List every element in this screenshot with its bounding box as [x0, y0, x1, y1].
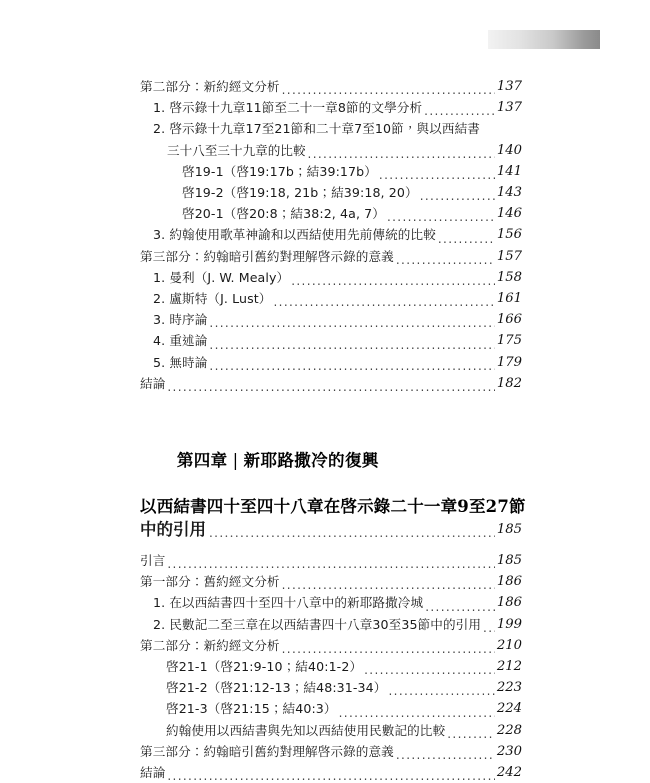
- dot-leader: [396, 749, 495, 761]
- toc-entry-page-number: 210: [496, 637, 522, 653]
- running-header: [0, 30, 650, 52]
- toc-entry-label: 4. 重述論: [153, 333, 208, 349]
- toc-entry-page-number: 146: [496, 206, 522, 222]
- toc-entry-page-number: 161: [496, 291, 522, 307]
- toc-entry[interactable]: [153, 352, 522, 373]
- toc-entry-page-number: 186: [496, 595, 522, 611]
- toc-entry-label: 第二部分：新約經文分析: [140, 79, 280, 94]
- toc-entry-page-number: 179: [496, 354, 522, 370]
- toc-entry-label: 1. 曼利（J. W. Mealy）: [153, 269, 290, 285]
- toc-entry-page-number: 230: [496, 743, 522, 759]
- toc-entry-label: 第二部分：新約經文分析: [140, 637, 280, 653]
- toc-entry[interactable]: [182, 161, 522, 182]
- chapter-subtitle-line-2[interactable]: [140, 518, 522, 541]
- toc-entry-label: 1. 啓示錄十九章11節至二十一章8節的文學分析: [153, 100, 423, 116]
- toc-entry-page-number: 137: [496, 100, 522, 116]
- dot-leader: [425, 601, 495, 613]
- toc-entry-label: 啓21-3（啓21:15；結40:3）: [166, 701, 337, 717]
- toc-entry-continuation[interactable]: [167, 140, 522, 161]
- toc-entry[interactable]: [153, 288, 522, 309]
- dot-leader: [167, 558, 495, 570]
- toc-entry-label: 5. 無時論: [153, 354, 208, 370]
- toc-entry-page-number: 228: [496, 722, 522, 738]
- toc-entry-label: 第一部分：舊約經文分析: [140, 574, 280, 590]
- chapter-spacer: [140, 541, 522, 550]
- toc-entry-page-number: 242: [496, 765, 522, 781]
- dot-leader: [167, 770, 495, 782]
- toc-entry[interactable]: [182, 203, 522, 224]
- dot-leader: [167, 381, 495, 393]
- dot-leader: [282, 579, 495, 591]
- toc-entry-label: 引言: [140, 553, 166, 569]
- section-spacer: [140, 394, 522, 424]
- toc-entry-page-number: 199: [496, 616, 522, 632]
- toc-entry-label: 第三部分：約翰暗引舊約對理解啓示錄的意義: [140, 248, 394, 264]
- toc-entry[interactable]: [182, 182, 522, 203]
- toc-entry-label: 約翰使用以西結書與先知以西結使用民數記的比較: [166, 722, 446, 738]
- toc-entry[interactable]: [153, 592, 522, 613]
- toc-entry-page-number: 140: [496, 142, 522, 158]
- toc-entry-page-number: 156: [496, 227, 522, 243]
- toc-entry-label: 2. 民數記二至三章在以西結書四十八章30至35節中的引用: [153, 616, 482, 632]
- toc-entry-page-number: 166: [496, 312, 522, 328]
- toc-entry[interactable]: [153, 330, 522, 351]
- chapter-number: 第四章: [176, 451, 228, 471]
- toc-entry-label: 2. 盧斯特（J. Lust）: [153, 291, 272, 307]
- toc-entry[interactable]: [140, 76, 522, 97]
- toc-entry-label: 啓21-1（啓21:9-10；結40:1-2）: [166, 659, 363, 675]
- chapter-title-text: 新耶路撒冷的復興: [243, 451, 379, 471]
- toc-entry-page-number: 186: [496, 574, 522, 590]
- toc-entry-page-number: 158: [496, 269, 522, 285]
- table-of-contents: [140, 76, 526, 783]
- toc-entry[interactable]: [153, 614, 522, 635]
- dot-leader: [364, 664, 495, 676]
- dot-leader: [308, 148, 495, 160]
- toc-entry-label: 第三部分：約翰暗引舊約對理解啓示錄的意義: [140, 743, 394, 759]
- toc-entry-label: 啓20-1（啓20:8；結38:2, 4a, 7）: [182, 206, 385, 222]
- dot-leader: [420, 190, 495, 202]
- toc-entry-label: 3. 時序論: [153, 312, 208, 328]
- toc-entry-label: 3. 約翰使用歌革神諭和以西結使用先前傳統的比較: [153, 227, 436, 243]
- toc-entry-page-number: 141: [496, 163, 522, 179]
- toc-entry-page-number: 185: [496, 553, 522, 569]
- toc-entry[interactable]: [140, 246, 522, 267]
- dot-leader: [447, 728, 495, 740]
- toc-entry[interactable]: [166, 656, 522, 677]
- dot-leader: [209, 527, 495, 539]
- dot-leader: [273, 296, 495, 308]
- dot-leader: [396, 254, 495, 266]
- dot-leader: [424, 105, 495, 117]
- toc-entry-page-number: 143: [496, 185, 522, 201]
- toc-entry-page-number: 212: [496, 659, 522, 675]
- dot-leader: [282, 643, 495, 655]
- toc-entry[interactable]: [166, 720, 522, 741]
- toc-entry-page-number: 175: [496, 333, 522, 349]
- toc-entry-label: 2. 啓示錄十九章17至21節和二十章7至10節，與以西結書: [153, 121, 480, 137]
- toc-entry[interactable]: [140, 741, 522, 762]
- chapter-title-line: [140, 426, 522, 495]
- dot-leader: [209, 360, 495, 372]
- toc-entry-label: 啓19-1（啓19:17b；結39:17b）: [182, 163, 377, 179]
- toc-entry[interactable]: [166, 677, 522, 698]
- toc-entry[interactable]: [140, 635, 522, 656]
- dot-leader: [209, 317, 495, 329]
- dot-leader: [209, 339, 495, 351]
- dot-leader: [339, 707, 495, 719]
- dot-leader: [379, 169, 495, 181]
- toc-entry-label: 結論: [140, 765, 166, 781]
- dot-leader: [388, 685, 495, 697]
- dot-leader: [387, 211, 495, 223]
- toc-entry-label: 啓19-2（啓19:18, 21b；結39:18, 20）: [182, 185, 418, 201]
- chapter-subtitle-line-2-text: 中的引用: [140, 520, 206, 540]
- toc-entry-page-number: 157: [496, 248, 522, 264]
- toc-entry[interactable]: [140, 550, 522, 571]
- toc-entry-label: 1. 在以西結書四十至四十八章中的新耶路撒冷城: [153, 595, 424, 611]
- toc-entry[interactable]: [153, 267, 522, 288]
- chapter-four-heading-block: [140, 426, 526, 541]
- toc-entry[interactable]: [153, 309, 522, 330]
- toc-entry[interactable]: [166, 698, 522, 719]
- toc-entry-page-number: 137: [496, 79, 522, 94]
- chapter-separator: |: [232, 451, 239, 471]
- toc-entry[interactable]: [153, 97, 522, 118]
- toc-entry-label-continued: 三十八至三十九章的比較: [167, 142, 306, 158]
- toc-entry[interactable]: [140, 762, 522, 783]
- chapter-subtitle-line-1[interactable]: 以西結書四十至四十八章在啓示錄二十一章9至27節: [140, 497, 526, 517]
- toc-entry-page-number: 182: [496, 375, 522, 391]
- toc-group-chapter-four-entries: [140, 550, 522, 783]
- toc-entry-page-number: 224: [496, 701, 522, 717]
- toc-entry[interactable]: [153, 118, 522, 139]
- dot-leader: [282, 84, 495, 96]
- chapter-subtitle-page-number: 185: [496, 522, 522, 538]
- toc-entry[interactable]: [153, 224, 522, 245]
- toc-entry-label: 結論: [140, 375, 166, 391]
- toc-entry-page-number: 223: [496, 680, 522, 696]
- toc-entry[interactable]: [140, 571, 522, 592]
- toc-group-part-two-three: [140, 76, 522, 394]
- dot-leader: [438, 233, 495, 245]
- dot-leader: [483, 622, 495, 634]
- toc-entry-label: 啓21-2（啓21:12-13；結48:31-34）: [166, 680, 387, 696]
- header-gradient-bar: [488, 30, 600, 49]
- toc-entry[interactable]: [140, 373, 522, 394]
- dot-leader: [291, 275, 495, 287]
